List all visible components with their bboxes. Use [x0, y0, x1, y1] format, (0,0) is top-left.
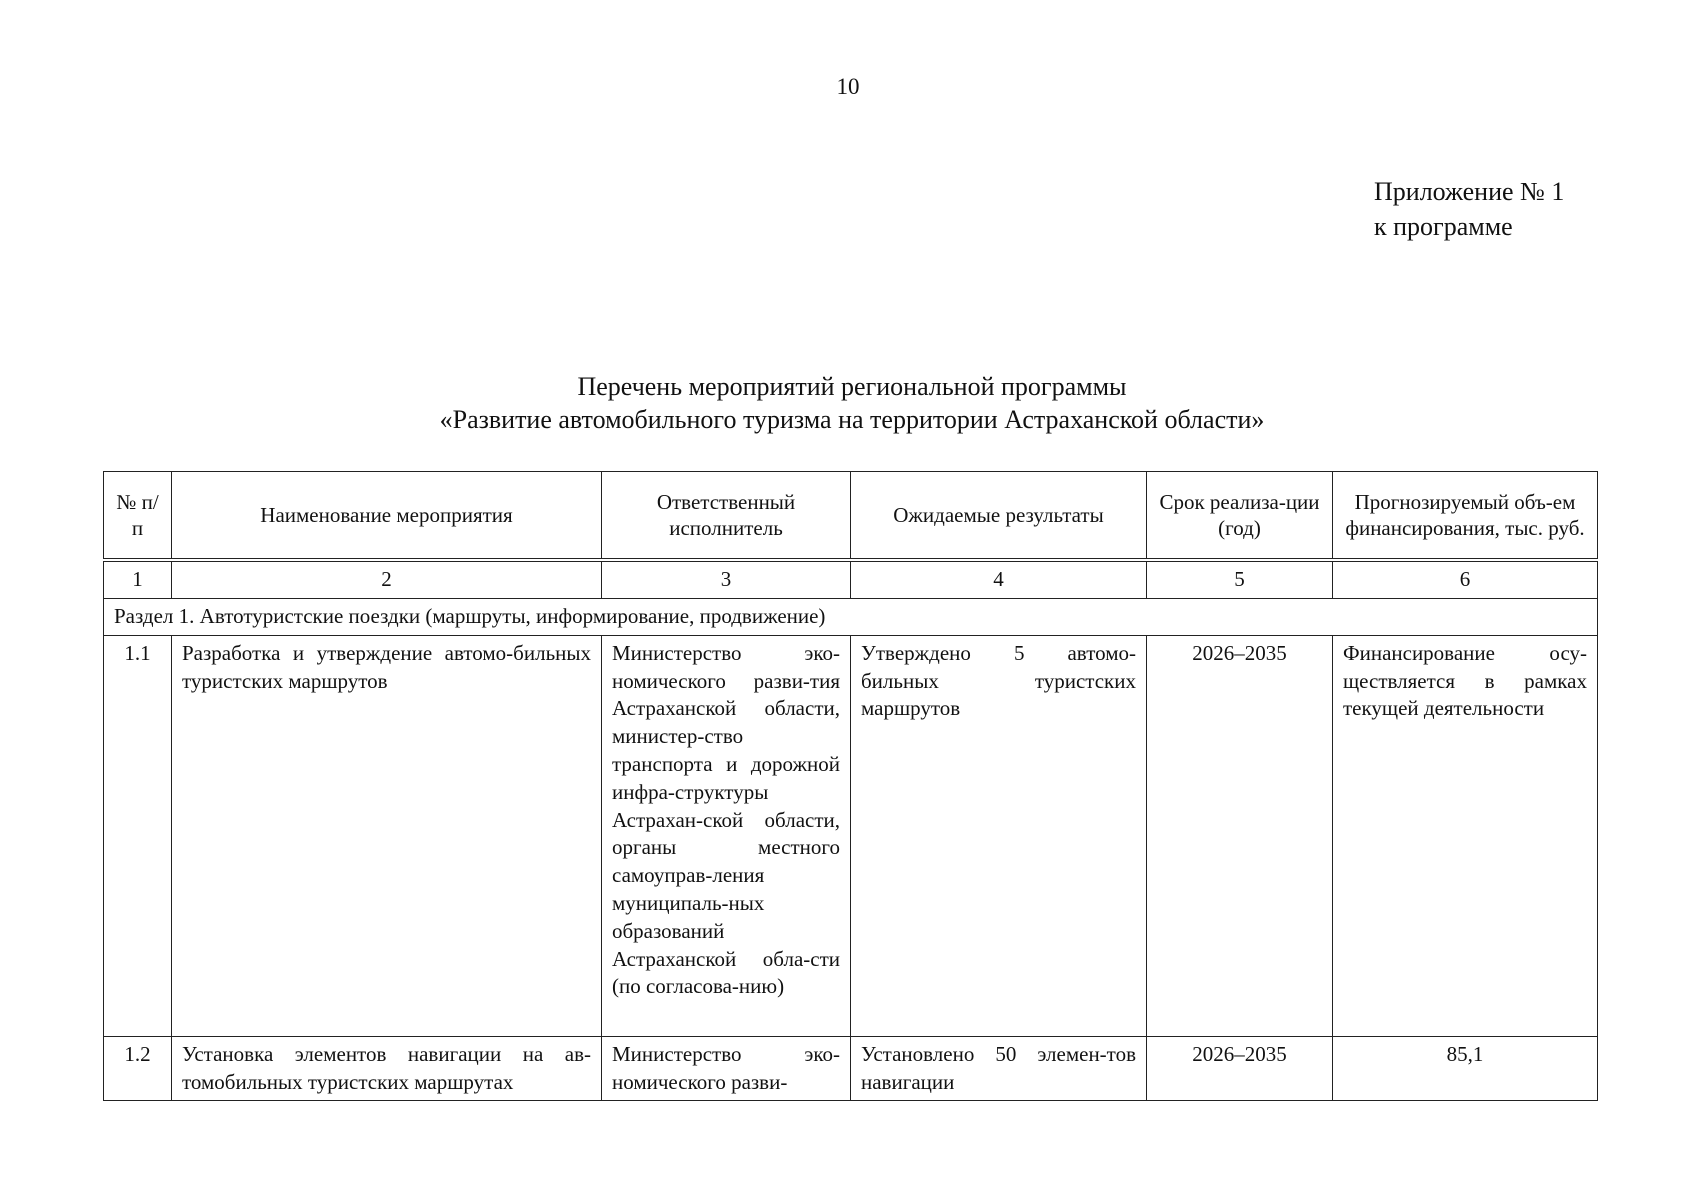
appendix-line-2: к программе	[1374, 212, 1513, 241]
header-cell-funding: Прогнозируемый объ-ем финансирования, тыс. руб.	[1333, 472, 1598, 561]
column-number: 5	[1147, 560, 1333, 599]
appendix-line-1: Приложение № 1	[1374, 177, 1565, 206]
appendix-note	[1374, 174, 1564, 244]
row-funding: 85,1	[1333, 1036, 1598, 1101]
row-name: Разработка и утверждение автомо-бильных туристских маршрутов	[172, 635, 602, 1036]
row-result: Утверждено 5 автомо-бильных туристских маршрутов	[851, 635, 1147, 1036]
column-number: 3	[602, 560, 851, 599]
column-number: 4	[851, 560, 1147, 599]
header-cell-period: Срок реализа-ции (год)	[1147, 472, 1333, 561]
row-name: Установка элементов навигации на ав-томобильных туристских маршрутах	[172, 1036, 602, 1101]
column-number: 6	[1333, 560, 1598, 599]
row-period: 2026–2035	[1147, 635, 1333, 1036]
row-num: 1.2	[104, 1036, 172, 1101]
table-row	[104, 635, 1598, 1036]
title-line-1: Перечень мероприятий региональной программы	[577, 372, 1127, 401]
column-number: 2	[172, 560, 602, 599]
document-title	[0, 370, 1696, 436]
events-table	[103, 471, 1598, 1101]
row-executor: Министерство эко-номического разви-	[602, 1036, 851, 1101]
title-line-2: «Развитие автомобильного туризма на территории Астраханской области»	[439, 405, 1265, 434]
row-num: 1.1	[104, 635, 172, 1036]
column-number: 1	[104, 560, 172, 599]
section-title: Раздел 1. Автотуристские поездки (маршруты, информирование, продвижение)	[104, 599, 1598, 636]
header-cell-num: № п/п	[104, 472, 172, 561]
table-row	[104, 1036, 1598, 1101]
row-period: 2026–2035	[1147, 1036, 1333, 1101]
column-number-row	[104, 560, 1598, 599]
row-executor: Министерство эко-номического разви-тия Астраханской области, министер-ство транспорта и дорожной инфра-структуры Астрахан-ской области, органы местного самоуправ-ления муниципаль-ных образований Астраханской обла-сти (по согласова-нию)	[602, 635, 851, 1036]
section-row	[104, 599, 1598, 636]
row-result: Установлено 50 элемен-тов навигации	[851, 1036, 1147, 1101]
header-cell-result: Ожидаемые результаты	[851, 472, 1147, 561]
page-number: 10	[836, 74, 860, 99]
row-funding: Финансирование осу-ществляется в рамках текущей деятельности	[1333, 635, 1598, 1036]
header-cell-executor: Ответственный исполнитель	[602, 472, 851, 561]
header-cell-name: Наименование мероприятия	[172, 472, 602, 561]
table-header-row	[104, 472, 1598, 561]
